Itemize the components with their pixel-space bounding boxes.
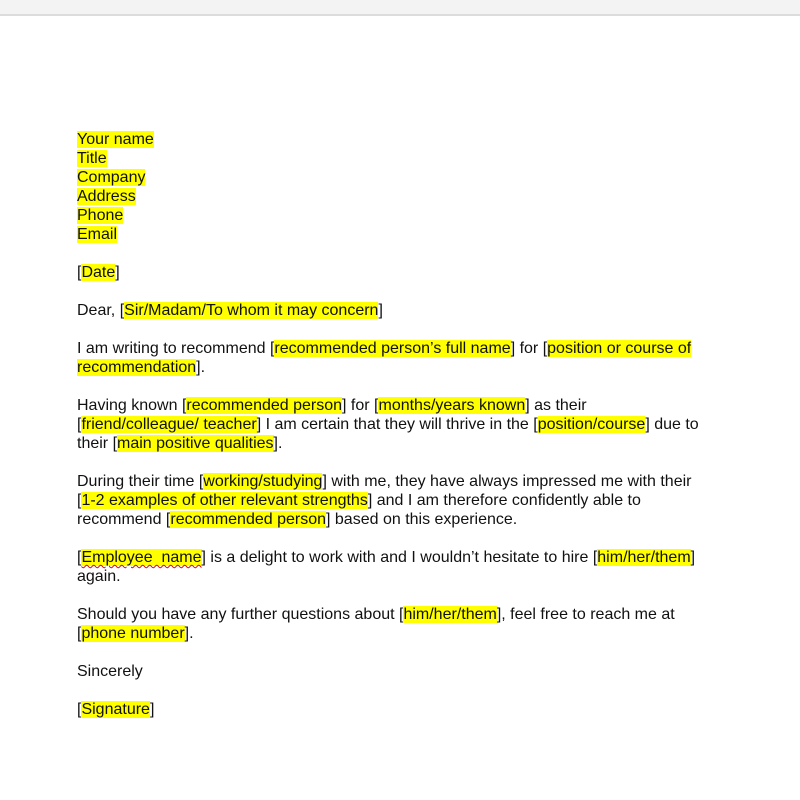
date-bracket-open: [ [77,264,82,281]
p2-duration-placeholder: months/years known [378,397,526,414]
p2-text-8: ]. [273,435,283,452]
p4-employee-name-placeholder: Employee name [81,549,202,566]
p2-person-placeholder: recommended person [186,397,343,414]
p3-person-placeholder: recommended person [170,511,327,528]
p2-qualities-placeholder: main positive qualities [117,435,274,452]
p5-text-4: ]. [184,625,194,642]
window-top-bar [0,0,800,16]
paragraph-contact [77,605,737,643]
p2-text-7: their [ [77,435,118,452]
p2-text-4: [ [77,416,82,433]
p1-text-3: ]. [196,359,206,376]
p5-text-1: Should you have any further questions about [ [77,606,404,623]
date-line [77,263,737,282]
p3-text-3: [ [77,492,82,509]
p2-text-5: ] I am certain that they will thrive in the [ [256,416,538,433]
p5-pronoun-placeholder: him/her/them [403,606,497,623]
p1-text-2: ] for [ [510,340,548,357]
p2-text-2: ] for [ [342,397,379,414]
p1-text-1: I am writing to recommend [ [77,340,275,357]
document-page [0,16,800,800]
p4-text-4: again. [77,568,121,585]
p1-position-placeholder-cont: recommendation [77,359,197,376]
p4-pronoun-placeholder: him/her/them [597,549,691,566]
salutation-placeholder: Sir/Madam/To whom it may concern [124,302,379,319]
p3-text-2: ] with me, they have always impressed me with their [322,473,692,490]
p2-position-placeholder: position/course [537,416,646,433]
closing-line: Sincerely [77,663,143,680]
p3-text-1: During their time [ [77,473,204,490]
p3-strengths-placeholder: 1-2 examples of other relevant strengths [81,492,368,509]
p3-text-6: ] based on this experience. [326,511,518,528]
paragraph-known [77,396,737,453]
header-your-name: Your name [77,131,154,148]
header-phone: Phone [77,207,124,224]
p1-position-placeholder: position or course of [547,340,692,357]
p5-text-3: [ [77,625,82,642]
signature-line [77,700,737,719]
signature-bracket-close: ] [149,701,155,718]
salutation-line [77,301,737,320]
signature-placeholder: Signature [81,701,150,718]
p2-relationship-placeholder: friend/colleague/ teacher [81,416,257,433]
p2-text-3: ] as their [525,397,587,414]
paragraph-delight [77,548,737,586]
p5-text-2: ], feel free to reach me at [496,606,675,623]
header-title: Title [77,150,107,167]
p2-text-6: ] due to [645,416,699,433]
sender-header-block [77,130,737,244]
p3-text-5: recommend [ [77,511,171,528]
date-bracket-close: ] [115,264,120,281]
p3-activity-placeholder: working/studying [203,473,323,490]
header-email: Email [77,226,118,243]
p4-text-2: ] is a delight to work with and I wouldn’t hesitate to hire [ [201,549,598,566]
recommendation-letter [77,130,737,738]
salutation-suffix: ] [378,302,383,319]
paragraph-strengths [77,472,737,529]
paragraph-recommend [77,339,737,377]
signature-bracket-open: [ [77,701,82,718]
p4-text-1: [ [77,549,82,566]
p3-text-4: ] and I am therefore confidently able to [367,492,641,509]
salutation-prefix: Dear, [ [77,302,125,319]
p4-text-3: ] [690,549,696,566]
p2-text-1: Having known [ [77,397,187,414]
p5-phone-placeholder: phone number [81,625,185,642]
p1-full-name-placeholder: recommended person’s full name [274,340,511,357]
header-address: Address [77,188,136,205]
header-company: Company [77,169,146,186]
date-placeholder: Date [81,264,116,281]
